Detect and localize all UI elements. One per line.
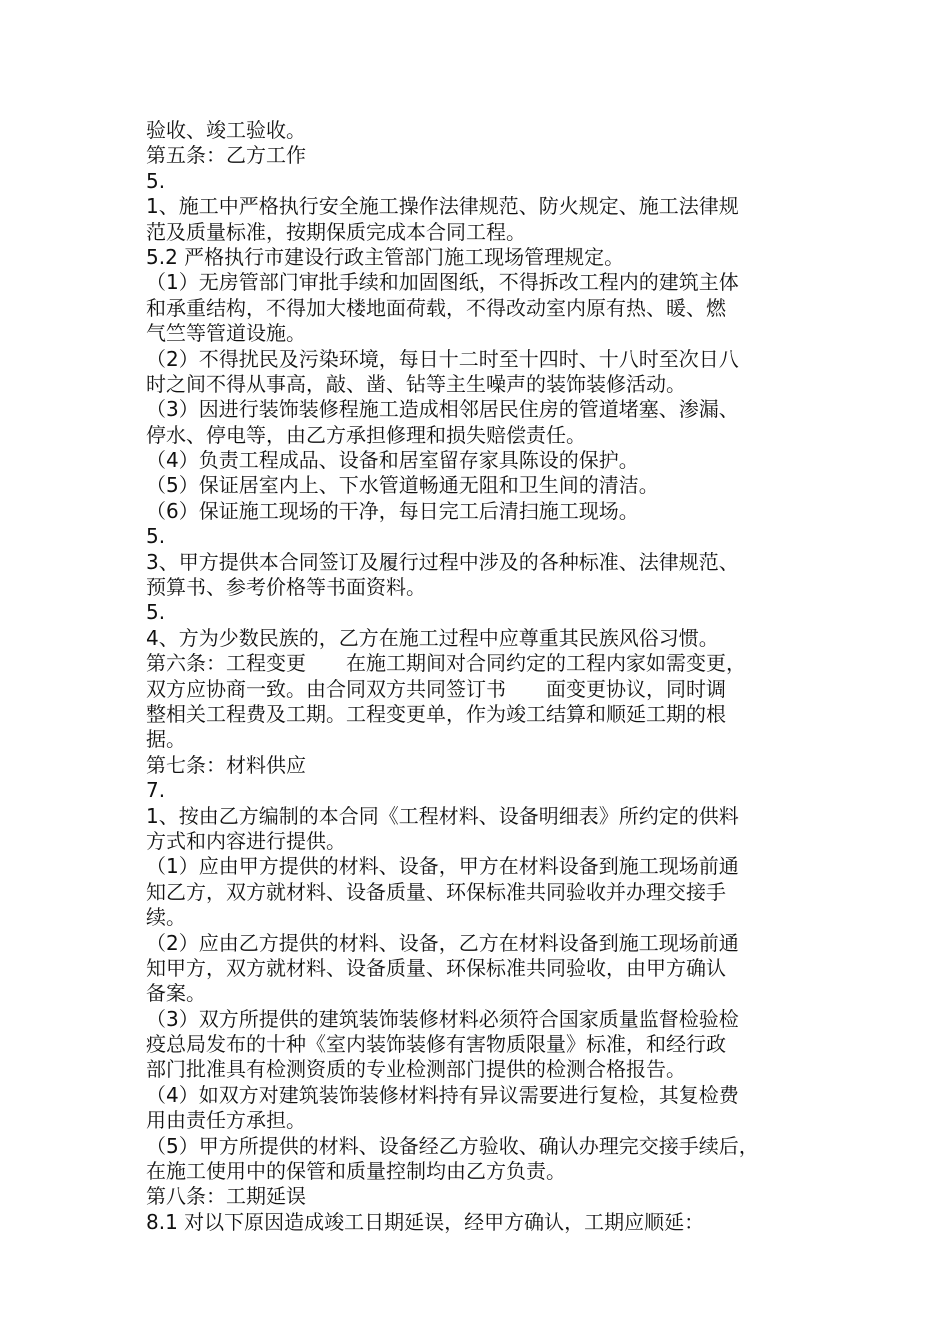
text-line: 续。 [146,905,186,930]
text-line: 5. [146,600,166,625]
text-line: （2）不得扰民及污染环境，每日十二时至十四时、十八时至次日八 [146,346,739,371]
text-line: 4、方为少数民族的，乙方在施工过程中应尊重其民族风俗习惯。 [146,625,719,650]
text-line: 5. [146,168,166,193]
text-line: （1）无房管部门审批手续和加固图纸，不得拆改工程内的建筑主体 [146,270,739,295]
text-line: （3）因进行装饰装修程施工造成相邻居民住房的管道堵塞、渗漏、 [146,397,739,422]
section-heading: 第五条：乙方工作 [146,143,306,168]
text-line: 气竺等管道设施。 [146,321,306,346]
section-heading: 第七条：材料供应 [146,752,306,777]
text-line: 和承重结构，不得加大楼地面荷载，不得改动室内原有热、暖、燃 [146,295,726,320]
text-line: （6）保证施工现场的干净，每日完工后清扫施工现场。 [146,498,639,523]
text-line: 用由责任方承担。 [146,1108,306,1133]
text-line: 双方应协商一致。由合同双方共同签订书 面变更协议，同时调 [146,676,726,701]
text-line: 7. [146,778,166,803]
text-line: 方式和内容进行提供。 [146,828,346,853]
text-line: 在施工使用中的保管和质量控制均由乙方负责。 [146,1159,566,1184]
text-line: 停水、停电等，由乙方承担修理和损失赔偿责任。 [146,422,586,447]
text-line: 疫总局发布的十种《室内装饰装修有害物质限量》标准，和经行政 [146,1032,726,1057]
text-line: （1）应由甲方提供的材料、设备，甲方在材料设备到施工现场前通 [146,854,739,879]
text-line: （5）保证居室内上、下水管道畅通无阻和卫生间的清洁。 [146,473,659,498]
text-line: （2）应由乙方提供的材料、设备，乙方在材料设备到施工现场前通 [146,930,739,955]
text-line: （3）双方所提供的建筑装饰装修材料必须符合国家质量监督检验检 [146,1006,739,1031]
section-heading: 第八条：工期延误 [146,1184,306,1209]
text-line: 知甲方，双方就材料、设备质量、环保标准共同验收，由甲方确认 [146,955,726,980]
document-page [146,118,826,1235]
text-line: 范及质量标准，按期保质完成本合同工程。 [146,219,526,244]
text-line: 验收、竣工验收。 [146,118,306,142]
text-line: 知乙方，双方就材料、设备质量、环保标准共同验收并办理交接手 [146,879,726,904]
text-line: 8.1 对以下原因造成竣工日期延误，经甲方确认，工期应顺延： [146,1209,705,1234]
text-line: 5.2 严格执行市建设行政主管部门施工现场管理规定。 [146,244,625,269]
text-line: 时之间不得从事高，敲、凿、钻等主生噪声的装饰装修活动。 [146,371,686,396]
text-line: 1、施工中严格执行安全施工操作法律规范、防火规定、施工法律规 [146,194,739,219]
text-line: 3、甲方提供本合同签订及履行过程中涉及的各种标准、法律规范、 [146,549,739,574]
text-line: 据。 [146,727,186,752]
text-line: 整相关工程费及工期。工程变更单，作为竣工结算和顺延工期的根 [146,701,726,726]
text-line: 预算书、参考价格等书面资料。 [146,575,426,600]
text-line: 1、按由乙方编制的本合同《工程材料、设备明细表》所约定的供料 [146,803,739,828]
text-line: 5. [146,524,166,549]
text-line: 备案。 [146,981,206,1006]
text-line: 部门批准具有检测资质的专业检测部门提供的检测合格报告。 [146,1057,686,1082]
text-line: （4）如双方对建筑装饰装修材料持有异议需要进行复检，其复检费 [146,1082,739,1107]
section-heading: 第六条：工程变更 在施工期间对合同约定的工程内家如需变更， [146,651,746,676]
text-line: （4）负责工程成品、设备和居室留存家具陈设的保护。 [146,448,639,473]
text-line: （5）甲方所提供的材料、设备经乙方验收、确认办理完交接手续后， [146,1133,759,1158]
